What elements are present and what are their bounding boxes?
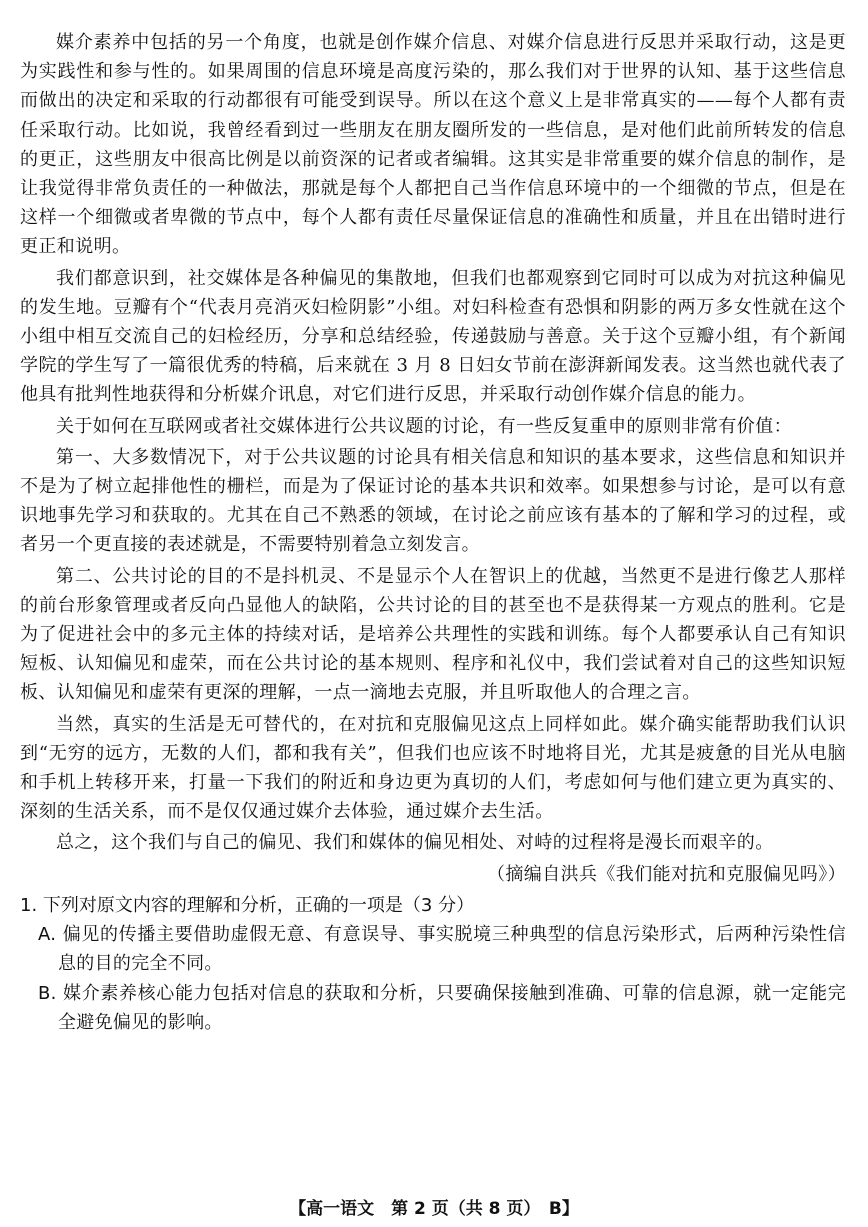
paragraph-1: 媒介素养中包括的另一个角度，也就是创作媒介信息、对媒介信息进行反思并采取行动，这是更为实践性和参与性的。如果周围的信息环境是高度污染的，那么我们对于世界的认知、基于这些信息而做出的决定和采取的行动都很有可能受到误导。所以在这个意义上是非常真实的——每个人都有责任采取行动。比如说，我曾经看到过一些朋友在朋友圈所发的一些信息，是对他们此前所转发的信息的更正，这些朋友中很高比例是以前资深的记者或者编辑。这其实是非常重要的媒介信息的制作，是让我觉得非常负责任的一种做法，那就是每个人都把自己当作信息环境中的一个细微的节点，但是在这样一个细微或者卑微的节点中，每个人都有责任尽量保证信息的准确性和质量，并且在出错时进行更正和说明。 [20, 32, 846, 258]
paragraph-4: 第一、大多数情况下，对于公共议题的讨论具有相关信息和知识的基本要求，这些信息和知识并不是为了树立起排他性的栅栏，而是为了保证讨论的基本共识和效率。如果想参与讨论，是可以有意识地事先学习和获取的。尤其在自己不熟悉的领域，在讨论之前应该有基本的了解和学习的过程，或者另一个更直接的表述就是，不需要特别着急立刻发言。 [20, 446, 846, 556]
paragraph-3: 关于如何在互联网或者社交媒体进行公共议题的讨论，有一些反复重申的原则非常有价值： [56, 415, 792, 437]
article-source: （摘编自洪兵《我们能对抗和克服偏见吗》） [487, 863, 846, 885]
paragraph-6: 当然，真实的生活是无可替代的，在对抗和克服偏见这点上同样如此。媒介确实能帮助我们认识到“无穷的远方，无数的人们，都和我有关”，但我们也应该不时地将目光，尤其是疲惫的目光从电脑和手机上转移开来，打量一下我们的附近和身边更为真切的人们，考虑如何与他们建立更为真实的、深刻的生活关系，而不是仅仅通过媒介去体验，通过媒介去生活。 [20, 713, 846, 823]
option-b: B. 媒介素养核心能力包括对信息的获取和分析，只要确保接触到准确、可靠的信息源，就一定能完全避免偏见的影响。 [38, 982, 846, 1033]
option-a: A. 偏见的传播主要借助虚假无意、有意误导、事实脱境三种典型的信息污染形式，后两种污染性信息的目的完全不同。 [38, 924, 846, 975]
page-footer: 【高一语文 第 2 页（共 8 页） B】 [289, 1199, 579, 1219]
paragraph-7: 总之，这个我们与自己的偏见、我们和媒体的偏见相处、对峙的过程将是漫长而艰辛的。 [56, 832, 774, 854]
paragraph-5: 第二、公共讨论的目的不是抖机灵、不是显示个人在智识上的优越，当然更不是进行像艺人那样的前台形象管理或者反向凸显他人的缺陷，公共讨论的目的甚至也不是获得某一方观点的胜利。它是为了促进社会中的多元主体的持续对话，是培养公共理性的实践和训练。每个人都要承认自己有知识短板、认知偏见和虚荣，而在公共讨论的基本规则、程序和礼仪中，我们尝试着对自己的这些知识短板、认知偏见和虚荣有更深的理解，一点一滴地去克服，并且听取他人的合理之言。 [20, 565, 846, 704]
article-body [20, 28, 846, 1037]
paragraph-2: 我们都意识到，社交媒体是各种偏见的集散地，但我们也都观察到它同时可以成为对抗这种偏见的发生地。豆瓣有个“代表月亮消灭妇检阴影”小组。对妇科检查有恐惧和阴影的两万多女性就在这个小组中相互交流自己的妇检经历，分享和总结经验，传递鼓励与善意。关于这个豆瓣小组，有个新闻学院的学生写了一篇很优秀的特稿，后来就在 3 月 8 日妇女节前在澎湃新闻发表。这当然也就代表了他具有批判性地获得和分析媒介讯息，对它们进行反思，并采取行动创作媒介信息的能力。 [20, 267, 846, 406]
question-stem: 1. 下列对原文内容的理解和分析，正确的一项是（3 分） [20, 894, 475, 916]
